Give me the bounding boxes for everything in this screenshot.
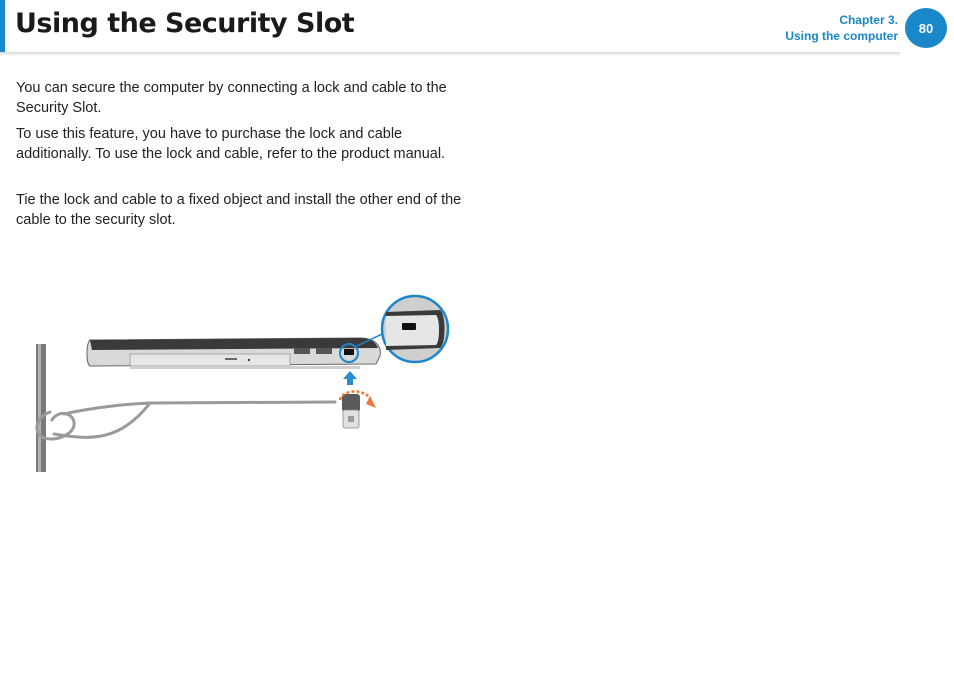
header-divider <box>0 52 900 57</box>
body-content <box>16 78 471 236</box>
fixed-pole-icon <box>36 344 46 472</box>
page-number-badge: 80 <box>905 8 947 48</box>
chapter-indicator <box>785 12 898 44</box>
chapter-name: Using the computer <box>785 29 898 43</box>
page-title: Using the Security Slot <box>15 8 355 39</box>
magnified-slot-icon <box>382 296 448 362</box>
security-lock-icon <box>342 394 360 428</box>
security-slot-illustration <box>30 292 455 477</box>
paragraph-instruction: Tie the lock and cable to a fixed object and install the other end of the cable to the security slot. <box>16 192 462 228</box>
laptop-side-view <box>87 338 380 369</box>
paragraph-intro: You can secure the computer by connecting a lock and cable to the Security Slot. <box>16 80 447 116</box>
insert-arrow-icon <box>343 371 357 385</box>
paragraph-purchase-note: To use this feature, you have to purchase the lock and cable additionally. To use the lock and cable, refer to the product manual. <box>16 126 446 162</box>
cable-icon <box>37 402 335 439</box>
security-slot <box>344 349 354 355</box>
chapter-label: Chapter 3. <box>839 13 898 27</box>
header-accent-bar <box>0 0 5 52</box>
